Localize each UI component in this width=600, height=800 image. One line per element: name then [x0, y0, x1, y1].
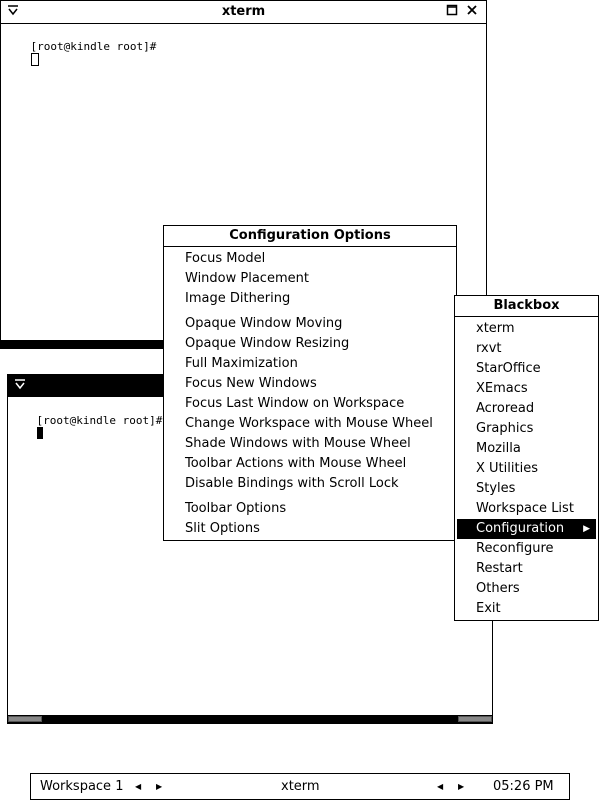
text-cursor: [31, 53, 39, 66]
menu-item-toolbar-actions-wheel[interactable]: Toolbar Actions with Mouse Wheel: [185, 456, 407, 471]
window-prev-icon[interactable]: ◀: [437, 782, 444, 791]
menu-item-configuration[interactable]: [457, 519, 596, 539]
menu-item-window-placement[interactable]: Window Placement: [185, 271, 309, 286]
xterm-bottom-titlebar[interactable]: [8, 375, 168, 397]
menu-item-exit[interactable]: Exit: [476, 601, 501, 616]
maximize-icon[interactable]: [444, 4, 460, 20]
menu-item-mozilla[interactable]: Mozilla: [476, 441, 521, 456]
window-label[interactable]: xterm: [281, 779, 320, 794]
menu-title: Configuration Options: [164, 226, 456, 247]
menu-item-disable-bindings-scroll-lock[interactable]: Disable Bindings with Scroll Lock: [185, 476, 399, 491]
window-handle[interactable]: [8, 715, 492, 723]
text-cursor: [37, 427, 43, 439]
close-icon[interactable]: [464, 4, 480, 20]
menu-item-workspace-list[interactable]: Workspace List: [476, 501, 574, 516]
menu-item-reconfigure[interactable]: Reconfigure: [476, 541, 554, 556]
menu-item-xterm[interactable]: xterm: [476, 321, 515, 336]
menu-item-xemacs[interactable]: XEmacs: [476, 381, 528, 396]
menu-item-image-dithering[interactable]: Image Dithering: [185, 291, 291, 306]
window-title: xterm: [221, 4, 266, 19]
window-next-icon[interactable]: ▶: [458, 782, 465, 791]
menu-item-opaque-window-resizing[interactable]: Opaque Window Resizing: [185, 336, 350, 351]
workspace-next-icon[interactable]: ▶: [156, 782, 163, 791]
prompt-text: [root@kindle root]#: [36, 414, 163, 427]
terminal-prompt: [4, 27, 156, 81]
resize-grip-left[interactable]: [8, 716, 42, 722]
terminal-prompt: [10, 401, 162, 453]
menu-item-label: Configuration: [476, 521, 565, 536]
menu-item-styles[interactable]: Styles: [476, 481, 516, 496]
menu-item-rxvt[interactable]: rxvt: [476, 341, 502, 356]
menu-item-focus-model[interactable]: Focus Model: [185, 251, 266, 266]
configuration-options-menu[interactable]: [163, 225, 457, 541]
menu-item-x-utilities[interactable]: X Utilities: [476, 461, 538, 476]
prompt-text: [root@kindle root]#: [30, 40, 157, 53]
menu-item-restart[interactable]: Restart: [476, 561, 523, 576]
clock: 05:26 PM: [493, 779, 554, 794]
menu-item-opaque-window-moving[interactable]: Opaque Window Moving: [185, 316, 343, 331]
menu-title: Blackbox: [455, 296, 598, 317]
resize-grip-right[interactable]: [458, 716, 492, 722]
submenu-arrow-icon: ▶: [583, 524, 590, 534]
blackbox-root-menu[interactable]: [454, 295, 599, 621]
shade-icon[interactable]: [12, 378, 28, 394]
xterm-titlebar[interactable]: [1, 1, 486, 24]
toolbar[interactable]: [30, 773, 570, 800]
menu-item-change-workspace-wheel[interactable]: Change Workspace with Mouse Wheel: [185, 416, 433, 431]
menu-item-slit-options[interactable]: Slit Options: [185, 521, 260, 536]
workspace-prev-icon[interactable]: ◀: [135, 782, 142, 791]
workspace-label[interactable]: Workspace 1: [40, 779, 124, 794]
menu-item-full-maximization[interactable]: Full Maximization: [185, 356, 298, 371]
menu-item-focus-last-window[interactable]: Focus Last Window on Workspace: [185, 396, 405, 411]
menu-item-focus-new-windows[interactable]: Focus New Windows: [185, 376, 317, 391]
menu-item-others[interactable]: Others: [476, 581, 520, 596]
menu-item-staroffice[interactable]: StarOffice: [476, 361, 541, 376]
menu-item-toolbar-options[interactable]: Toolbar Options: [185, 501, 287, 516]
menu-item-acroread[interactable]: Acroread: [476, 401, 535, 416]
menu-item-graphics[interactable]: Graphics: [476, 421, 534, 436]
menu-item-shade-windows-wheel[interactable]: Shade Windows with Mouse Wheel: [185, 436, 411, 451]
xterm-top-handle[interactable]: [0, 340, 170, 349]
